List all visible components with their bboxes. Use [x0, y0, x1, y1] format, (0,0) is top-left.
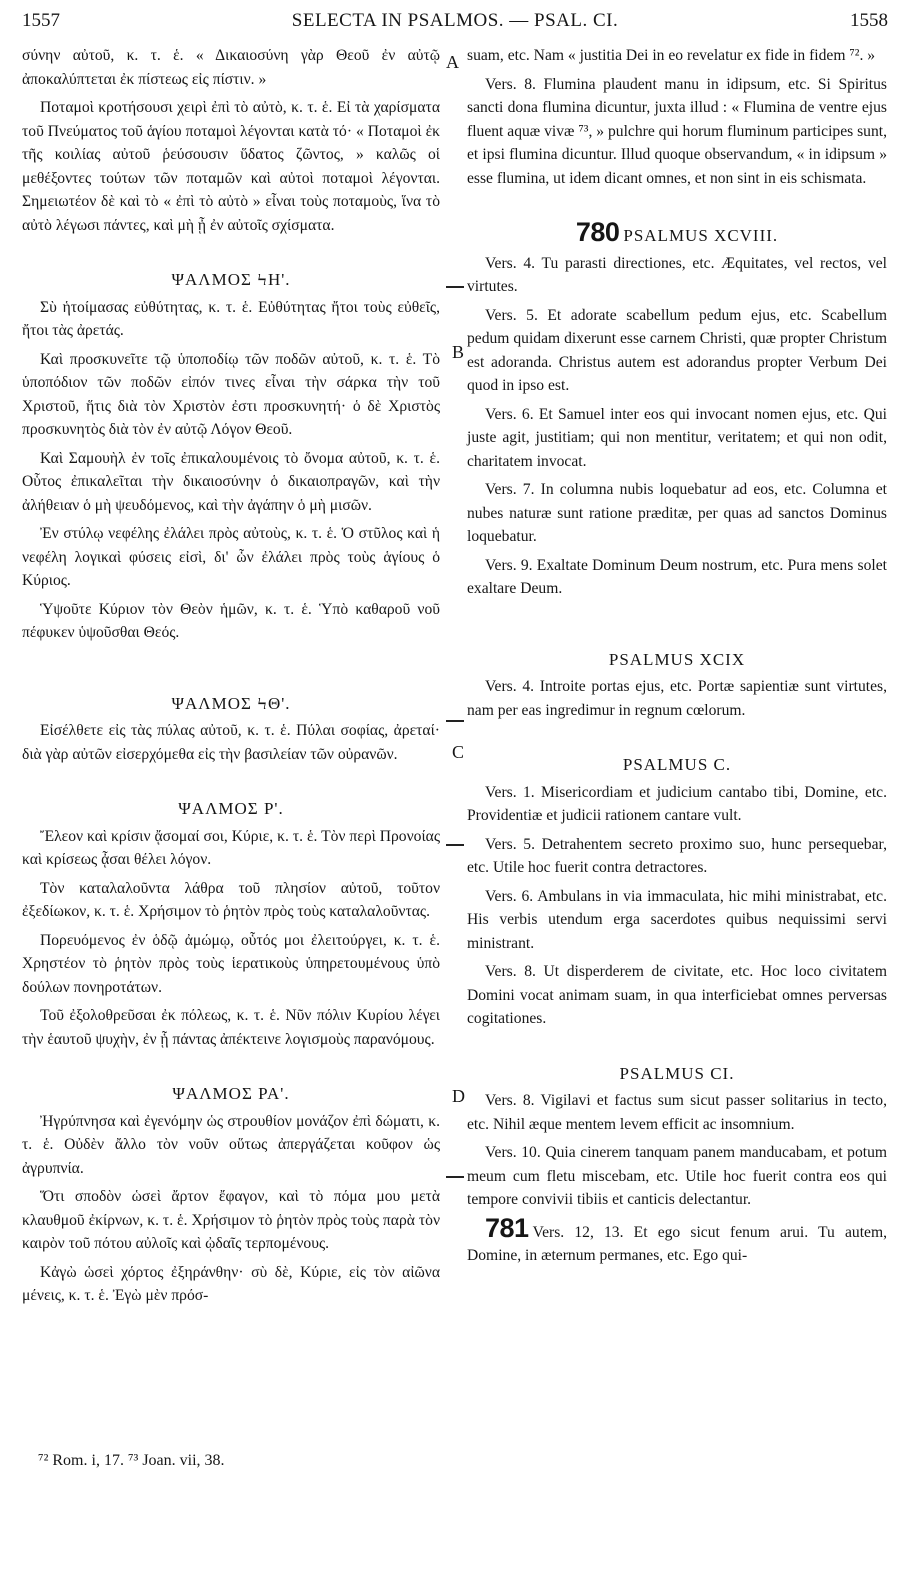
paragraph	[467, 1212, 887, 1268]
paragraph: Πορευόμενος ἐν ὁδῷ ἀμώμῳ, οὗτός μοι ἐλειτούργει, κ. τ. ἑ. Χρηστέον τὸ ῥητὸν πρὸς τοὺς ἱερατικοὺς ὑπηρετουμένους ὑπὸ δούλων πονηροτάτων.	[22, 931, 440, 996]
paragraph: Εἰσέλθετε εἰς τὰς πύλας αὐτοῦ, κ. τ. ἑ. Πύλαι σοφίας, ἀρεταί· διὰ γὰρ αὐτῶν εἰσερχόμεθα εἰς τὴν βασιλείαν τῶν οὐρανῶν.	[22, 722, 440, 763]
latin-column	[467, 44, 887, 1273]
psalm-heading: PSALMUS CI.	[619, 1063, 735, 1083]
margin-letter-c: C	[452, 742, 465, 762]
greek-column	[22, 44, 440, 1313]
paragraph: suam, etc. Nam « justitia Dei in eo revelatur ex fide in fidem ⁷². »	[467, 47, 876, 64]
divider	[446, 286, 464, 288]
paragraph: Vers. 4. Tu parasti directiones, etc. Æquitates, vel rectos, vel virtutes.	[467, 254, 887, 295]
paragraph: Vers. 8. Ut disperderem de civitate, etc. Hoc loco civitatem Domini vocat animam suam, in qua interficiebat omnes perversas cogitationes.	[467, 963, 887, 1027]
running-header	[22, 10, 888, 34]
divider	[446, 720, 464, 722]
psalm-heading: PSALMUS XCIX	[608, 649, 746, 669]
paragraph: Vers. 6. Et Samuel inter eos qui invocant nomen ejus, etc. Qui juste agit, justitiam; qui non mentitur, veritatem; et qui non odit, charitatem invocat.	[467, 405, 887, 470]
paragraph: Καὶ προσκυνεῖτε τῷ ὑποποδίῳ τῶν ποδῶν αὐτοῦ, κ. τ. ἑ. Τὸ ὑποπόδιον τῶν ποδῶν εἰπόν τινες εἶναι τὴν σάρκα τὴν τοῦ Χριστοῦ, ἥτις διὰ τὸν Χριστὸν ἐστι προσκυνητή· ὁ δὲ Χριστὸς προσκυνητὸς διὰ τὸν ἐν αὐτῷ Λόγον Θεοῦ.	[22, 350, 440, 438]
margin-letter-d: D	[452, 1086, 465, 1106]
psalm-heading: ΨΑΛΜΟΣ ϞΘ'.	[171, 693, 291, 713]
paragraph-text: Vers. 12, 13. Et ego sicut fenum arui. Tu autem, Domine, in æternum permanes, etc. Ego qui-	[467, 1223, 887, 1264]
paragraph: Vers. 8. Flumina plaudent manu in idipsum, etc. Si Spiritus sancti dona flumina dicuntur, juxta illud : « Flumina de ventre ejus fluent aquæ vivæ ⁷³, » pulchre qui horum fluminum participes sunt, et ipsi flumina dicuntur. Illud quoque observandum, « in idipsum » esse flumina, ut idem dicant omnes, et non sint in eis schismata.	[467, 75, 887, 187]
paragraph: σύνην αὐτοῦ, κ. τ. ἑ. « Δικαιοσύνη γὰρ Θεοῦ ἐν αὐτῷ ἀποκαλύπτεται ἐκ πίστεως εἰς πίστιν. »	[22, 47, 440, 88]
paragraph: Κἀγὼ ὡσεὶ χόρτος ἐξηράνθην· σὺ δὲ, Κύριε, εἰς τὸν αἰῶνα μένεις, κ. τ. ἑ. Ἐγὼ μὲν πρόσ-	[22, 1263, 440, 1304]
paragraph: Ἐν στύλῳ νεφέλης ἐλάλει πρὸς αὐτοὺς, κ. τ. ἑ. Ὁ στῦλος καὶ ἡ νεφέλη λογικαὶ φύσεις εἰσὶ, δι' ὧν ἐλάλει πρὸς τοὺς ἁγίους ὁ Κύριος.	[22, 525, 440, 589]
paragraph: Ὅτι σποδὸν ὡσεὶ ἄρτον ἔφαγον, καὶ τὸ πόμα μου μετὰ κλαυθμοῦ ἐκίρνων, κ. τ. ἑ. Χρήσιμον τὸ ῥητὸν πρὸς τοὺς παρὰ τὸν καιρὸν τοῦ πότου αὐλοῖς καὶ ᾠδαῖς τερπομένους.	[22, 1188, 440, 1252]
paragraph: Vers. 7. In columna nubis loquebatur ad eos, etc. Columna et nubes naturæ sunt ratione præditæ, per quas ad sanctos Dominus loquebatur.	[467, 481, 887, 545]
paragraph: Vers. 9. Exaltate Dominum Deum nostrum, etc. Pura mens solet exaltare Deum.	[467, 556, 887, 597]
paragraph: Τοῦ ἐξολοθρεῦσαι ἐκ πόλεως, κ. τ. ἑ. Νῦν πόλιν Κυρίου λέγει τὴν ἑαυτοῦ ψυχὴν, ἐν ᾗ πάντας ἀπέκτεινε λογισμοὺς παρανόμους.	[22, 1007, 440, 1048]
column-number: 781	[485, 1212, 529, 1243]
footnotes: ⁷² Rom. i, 17. ⁷³ Joan. vii, 38.	[38, 1452, 225, 1469]
paragraph: Vers. 1. Misericordiam et judicium cantabo tibi, Domine, etc. Providentiæ et judicii rationem cantare vult.	[467, 783, 887, 824]
paragraph: Vers. 4. Introite portas ejus, etc. Portæ sapientiæ sunt virtutes, nam per eas ingredimur in regnum cœlorum.	[467, 678, 887, 719]
divider	[446, 1176, 464, 1178]
paragraph: Τὸν καταλαλοῦντα λάθρα τοῦ πλησίον αὐτοῦ, τοῦτον ἐξεδίωκον, κ. τ. ἑ. Χρήσιμον τὸ ῥητὸν πρὸς τοὺς καταλαλοῦντας.	[22, 879, 440, 920]
margin-letter-b: B	[452, 342, 465, 362]
running-title: SELECTA IN PSALMOS. — PSAL. CI.	[291, 10, 619, 31]
paragraph: Vers. 10. Quia cinerem tanquam panem manducabam, et potum meum cum fletu miscebam, etc. Utile hoc fuerit contra eos qui tempore convivii tibiis et canticis delectantur.	[467, 1144, 887, 1208]
paragraph: Καὶ Σαμουὴλ ἐν τοῖς ἐπικαλουμένοις τὸ ὄνομα αὐτοῦ, κ. τ. ἑ. Οὗτος ἐπικαλεῖται τὴν δικαιοσύνην ὁ δικαιοπραγῶν, καὶ τὴν ἀλήθειαν ὁ μὴ ψευδόμενος, καὶ τὴν ἀγάπην ὁ μὴ μισῶν.	[22, 449, 440, 514]
page-number-left: 1557	[22, 10, 60, 31]
psalm-heading: ΨΑΛΜΟΣ ΡΑ'.	[172, 1084, 290, 1103]
paragraph: Ὑψοῦτε Κύριον τὸν Θεὸν ἡμῶν, κ. τ. ἑ. Ὑπὸ καθαροῦ νοῦ πέφυκεν ὑψοῦσθαι Θεός.	[22, 600, 440, 641]
divider	[446, 844, 464, 846]
paragraph: Vers. 8. Vigilavi et factus sum sicut passer solitarius in tecto, etc. Nihil æque mentem levem efficit ac insomnium.	[467, 1092, 887, 1133]
psalm-heading: PSALMUS C.	[622, 755, 732, 774]
psalm-heading: ΨΑΛΜΟΣ Ρ'.	[178, 799, 284, 818]
psalm-heading	[467, 217, 887, 248]
paragraph: Ἔλεον καὶ κρίσιν ᾄσομαί σοι, Κύριε, κ. τ. ἑ. Τὸν περὶ Προνοίας καὶ κρίσεως ᾆσαι θέλει λόγον.	[22, 827, 440, 868]
column-number: 780	[575, 217, 620, 247]
paragraph: Vers. 5. Et adorate scabellum pedum ejus, etc. Scabellum pedum quidam dixerunt esse carnem Christi, quæ propter Christum est adoranda. Christus autem est adorandus propter Verbum Dei quod in ipso est.	[467, 306, 887, 394]
paragraph: Vers. 6. Ambulans in via immaculata, hic mihi ministrabat, etc. His verbis utendum erga sacerdotes quibus nequissimi servi ministrant.	[467, 887, 887, 952]
page-number-right: 1558	[850, 10, 888, 31]
paragraph: Ποταμοὶ κροτήσουσι χειρὶ ἐπὶ τὸ αὐτὸ, κ. τ. ἑ. Εἰ τὰ χαρίσματα τοῦ Πνεύματος τοῦ ἁγίου ποταμοὶ λέγονται κατὰ τό· « Ποταμοὶ ἐκ τῆς κοιλίας αὐτοῦ ῥεύσουσιν ὕδατος ζῶντος, » καλῶς οἱ μεθέξοντες τούτων τῶν ποταμῶν καὶ αὐτοὶ ποταμοὶ λέγονται. Σημειωτέον δὲ καὶ τὸ « ἐπὶ τὸ αὐτὸ » εἶναι τοὺς ποταμοὺς, ἵνα τὸ αὐτὸ λέγωσι πάντες, καὶ μὴ ᾖ ἐν αὐτοῖς σχίσματα.	[22, 99, 440, 234]
paragraph: Ἠγρύπνησα καὶ ἐγενόμην ὡς στρουθίον μονάζον ἐπὶ δώματι, κ. τ. ἑ. Οὐδὲν ἄλλο τὸν νοῦν οὕτως ἀπεργάζεται κοῦφον ὡς ἀγρυπνία.	[22, 1112, 440, 1177]
paragraph: Σὺ ἡτοίμασας εὐθύτητας, κ. τ. ἑ. Εὐθύτητας ἤτοι τοὺς εὐθεῖς, ἤτοι τὰς ἀρετάς.	[22, 298, 440, 339]
margin-letter-a: A	[446, 52, 459, 72]
psalm-heading: ΨΑΛΜΟΣ ϞΗ'.	[171, 270, 291, 289]
psalm-title: PSALMUS XCVIII.	[623, 226, 779, 245]
paragraph: Vers. 5. Detrahentem secreto proximo suo, hunc persequebar, etc. Utile hoc fuerit contra detractores.	[467, 835, 887, 876]
